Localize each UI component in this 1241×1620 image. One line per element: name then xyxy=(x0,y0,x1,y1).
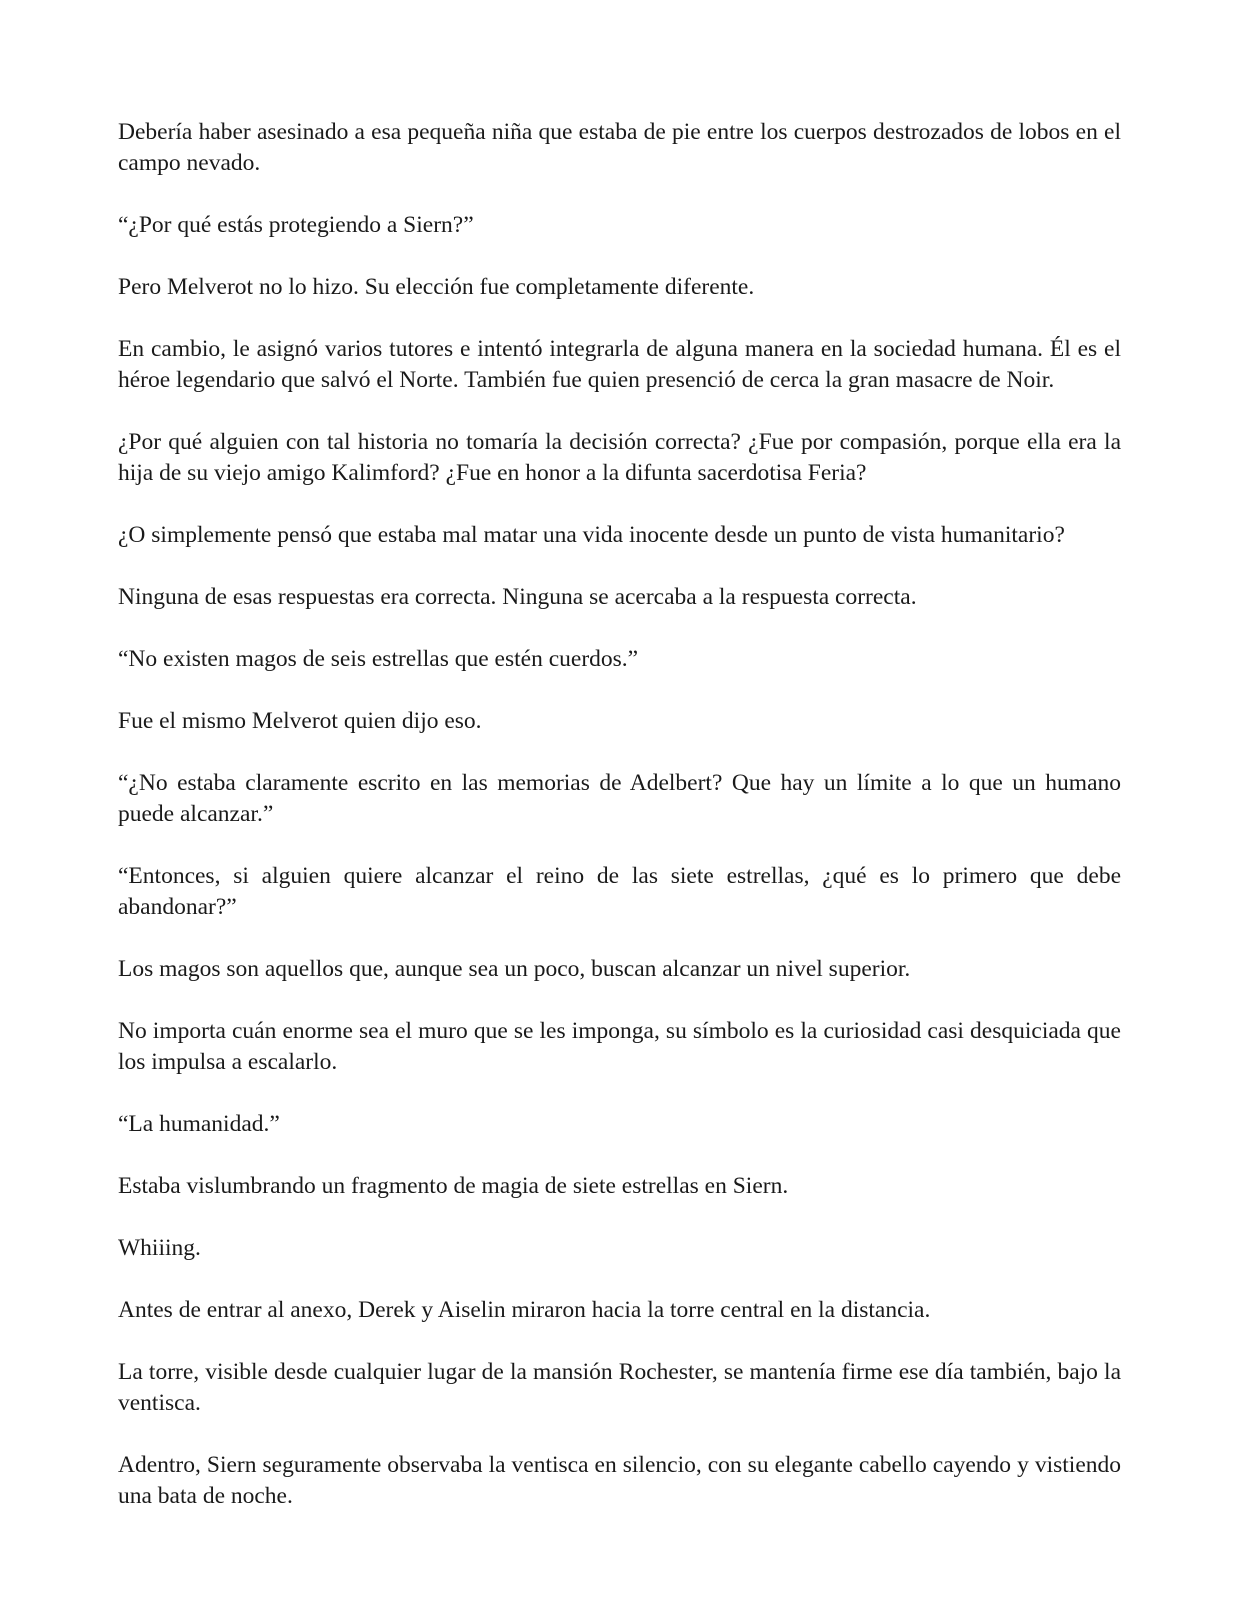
document-page xyxy=(118,117,1121,1543)
paragraph: No importa cuán enorme sea el muro que se les imponga, su símbolo es la curiosidad casi desquiciada que los impulsa a escalarlo. xyxy=(118,1018,1121,1075)
paragraph: En cambio, le asignó varios tutores e intentó integrarla de alguna manera en la sociedad humana. Él es el héroe legendario que salvó el Norte. También fue quien presenció de cerca la gran masacre de Noir. xyxy=(118,336,1121,393)
paragraph: Fue el mismo Melverot quien dijo eso. xyxy=(118,708,482,734)
paragraph: “Entonces, si alguien quiere alcanzar el reino de las siete estrellas, ¿qué es lo primero que debe abandonar?” xyxy=(118,863,1121,920)
paragraph: ¿Por qué alguien con tal historia no tomaría la decisión correcta? ¿Fue por compasión, porque ella era la hija de su viejo amigo Kalimford? ¿Fue en honor a la difunta sacerdotisa Feria? xyxy=(118,429,1121,486)
paragraph: Whiiing. xyxy=(118,1235,201,1261)
paragraph: “No existen magos de seis estrellas que estén cuerdos.” xyxy=(118,646,639,672)
paragraph: “La humanidad.” xyxy=(118,1111,280,1137)
paragraph: La torre, visible desde cualquier lugar de la mansión Rochester, se mantenía firme ese día también, bajo la ventisca. xyxy=(118,1359,1121,1416)
paragraph: Ninguna de esas respuestas era correcta. Ninguna se acercaba a la respuesta correcta. xyxy=(118,584,917,610)
paragraph: Debería haber asesinado a esa pequeña niña que estaba de pie entre los cuerpos destrozados de lobos en el campo nevado. xyxy=(118,119,1121,176)
paragraph: Antes de entrar al anexo, Derek y Aiselin miraron hacia la torre central en la distancia. xyxy=(118,1297,931,1323)
paragraph: “¿Por qué estás protegiendo a Siern?” xyxy=(118,212,474,238)
paragraph: Los magos son aquellos que, aunque sea un poco, buscan alcanzar un nivel superior. xyxy=(118,956,911,982)
paragraph: “¿No estaba claramente escrito en las memorias de Adelbert? Que hay un límite a lo que un humano puede alcanzar.” xyxy=(118,770,1121,827)
paragraph: Pero Melverot no lo hizo. Su elección fue completamente diferente. xyxy=(118,274,755,300)
paragraph: Estaba vislumbrando un fragmento de magia de siete estrellas en Siern. xyxy=(118,1173,789,1199)
paragraph: ¿O simplemente pensó que estaba mal matar una vida inocente desde un punto de vista humanitario? xyxy=(118,522,1065,548)
paragraph: Adentro, Siern seguramente observaba la ventisca en silencio, con su elegante cabello cayendo y vistiendo una bata de noche. xyxy=(118,1452,1121,1509)
